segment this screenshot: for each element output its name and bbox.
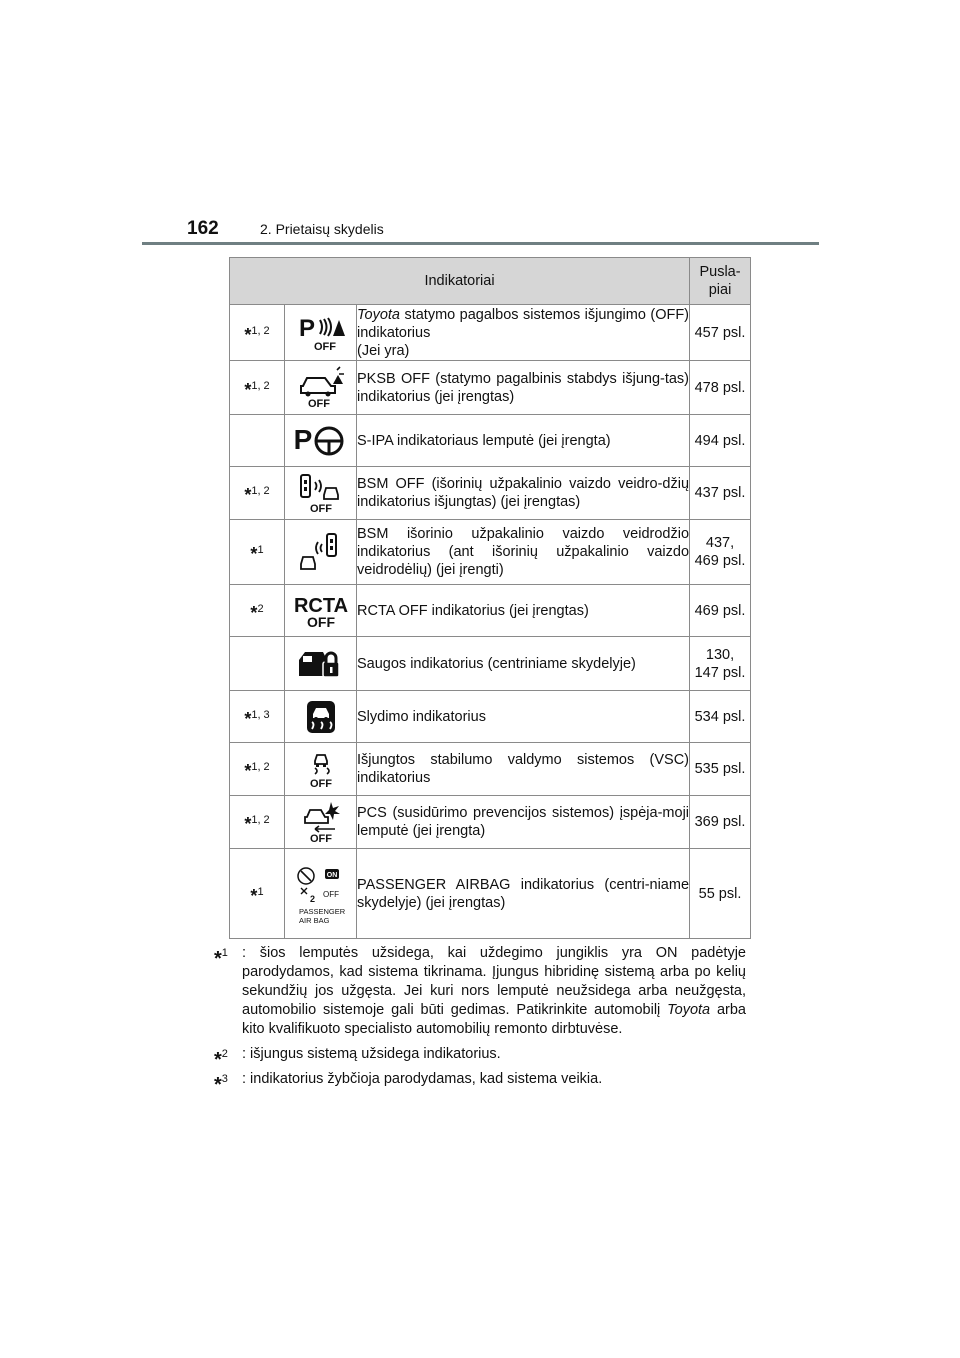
footnote-mark: *$^3$ — [214, 1073, 228, 1096]
footnote-ref: *$^2$ — [230, 585, 285, 637]
footnote-ref: *$^{1, 2}$ — [230, 361, 285, 415]
page-reference: 457 psl. — [690, 305, 751, 361]
footnote-ref — [230, 415, 285, 467]
page-reference: 55 psl. — [690, 849, 751, 939]
svg-text:P: P — [298, 314, 315, 342]
svg-text:OFF: OFF — [306, 613, 335, 630]
page-reference: 494 psl. — [690, 415, 751, 467]
header-rule — [142, 242, 819, 245]
footnote-ref: *$^1$ — [230, 849, 285, 939]
indicator-description: Išjungtos stabilumo valdymo sistemos (VSC) indikatorius — [357, 743, 690, 796]
rcta-off-icon — [285, 585, 357, 637]
footnote-ref: *$^1$ — [230, 520, 285, 585]
footnote-ref: *$^{1, 2}$ — [230, 796, 285, 849]
page-reference: 535 psl. — [690, 743, 751, 796]
header-indicators: Indikatoriai — [230, 258, 690, 305]
indicators-table — [229, 257, 751, 939]
table-row — [230, 520, 751, 585]
footnote-ref — [230, 637, 285, 691]
indicator-description: BSM OFF (išorinių užpakalinio vaizdo veidro-džių indikatorius išjungtas) (jei įrengtas) — [357, 467, 690, 520]
table-row — [230, 743, 751, 796]
page-reference: 478 psl. — [690, 361, 751, 415]
table-row — [230, 691, 751, 743]
footnote: *$^1$ : šios lemputės užsidega, kai uždegimo jungiklis yra ON padėtyje parodydamos, kad sistema tikrinama. Įjungus hibridinę sistemą arba po kelių sekundžių jos užgęsta. Jei kuri nors lemputė neužsidega arba neužgęsta, automobilio sistemoje gali būti gedimas. Patikrinkite automobilį Toyota arba kito kvalifikuoto specialisto automobilių remonto dirbtuvėse. — [214, 945, 746, 1037]
footnote-ref: *$^{1, 2}$ — [230, 305, 285, 361]
footnote-ref: *$^{1, 3}$ — [230, 691, 285, 743]
indicator-description: Slydimo indikatorius — [357, 691, 690, 743]
indicator-description: RCTA OFF indikatorius (jei įrengtas) — [357, 585, 690, 637]
passenger-airbag-icon — [285, 849, 357, 939]
indicator-description: S-IPA indikatoriaus lemputė (jei įrengta) — [357, 415, 690, 467]
svg-text:PASSENGER: PASSENGER — [298, 906, 345, 916]
svg-text:RCTA: RCTA — [293, 594, 348, 617]
table-row — [230, 637, 751, 691]
svg-text:OFF: OFF — [322, 889, 339, 899]
footnote-ref: *$^{1, 2}$ — [230, 743, 285, 796]
footnote: *$^2$ : išjungus sistemą užsidega indikatorius. — [214, 1046, 501, 1071]
svg-text:ON: ON — [326, 871, 337, 879]
pcs-off-icon — [285, 796, 357, 849]
page-reference: 369 psl. — [690, 796, 751, 849]
svg-text:OFF: OFF — [313, 340, 336, 352]
page-reference: 469 psl. — [690, 585, 751, 637]
bsm-mirror-icon — [285, 520, 357, 585]
indicator-description: PKSB OFF (statymo pagalbinis stabdys išjung-tas) indikatorius (jei įrengtas) — [357, 361, 690, 415]
header-pages: Pusla- piai — [690, 258, 751, 305]
footnote-mark: *$^1$ — [214, 947, 228, 970]
footnote-ref: *$^{1, 2}$ — [230, 467, 285, 520]
security-lock-icon — [285, 637, 357, 691]
pksb-off-icon — [285, 361, 357, 415]
table-header-row — [230, 258, 751, 305]
footnote-mark: *$^2$ — [214, 1048, 228, 1071]
page-number: 162 — [187, 218, 219, 239]
svg-text:OFF: OFF — [309, 833, 332, 845]
svg-text:AIR BAG: AIR BAG — [298, 915, 329, 925]
s-ipa-icon — [285, 415, 357, 467]
table-row — [230, 585, 751, 637]
vsc-off-icon — [285, 743, 357, 796]
table-row — [230, 415, 751, 467]
chapter-title: 2. Prietaisų skydelis — [260, 221, 384, 237]
indicator-description: PASSENGER AIRBAG indikatorius (centri-niame skydelyje) (jei įrengtas) — [357, 849, 690, 939]
table-row — [230, 796, 751, 849]
indicator-description: Toyota statymo pagalbos sistemos išjungimo (OFF) indikatorius (Jei yra) — [357, 306, 690, 359]
footnote: *$^3$ : indikatorius žybčioja parodydamas, kad sistema veikia. — [214, 1071, 603, 1096]
slip-indicator-icon — [285, 691, 357, 743]
table-row — [230, 361, 751, 415]
footnotes — [214, 944, 746, 1095]
svg-text:2: 2 — [309, 893, 315, 904]
page-reference: 130, 147 psl. — [690, 637, 751, 691]
table-row — [230, 467, 751, 520]
parking-assist-off-icon — [285, 305, 357, 361]
page-reference: 437 psl. — [690, 467, 751, 520]
indicator-description: PCS (susidūrimo prevencijos sistemos) įspėja-moji lemputė (jei įrengta) — [357, 796, 690, 849]
table-row — [230, 305, 751, 361]
svg-text:P: P — [293, 423, 312, 455]
table-row — [230, 849, 751, 939]
svg-text:OFF: OFF — [307, 397, 330, 410]
page-reference: 534 psl. — [690, 691, 751, 743]
page-reference: 437, 469 psl. — [690, 520, 751, 585]
page-header — [0, 0, 960, 250]
bsm-off-icon — [285, 467, 357, 520]
indicator-description: BSM išorinio užpakalinio vaizdo veidrodžio indikatorius (ant išorinių užpakalinio vaizdo veidrodėlių) (jei įrengti) — [357, 520, 690, 585]
svg-text:OFF: OFF — [309, 503, 332, 515]
svg-text:OFF: OFF — [309, 778, 332, 789]
indicator-description: Saugos indikatorius (centriniame skydelyje) — [357, 637, 690, 691]
